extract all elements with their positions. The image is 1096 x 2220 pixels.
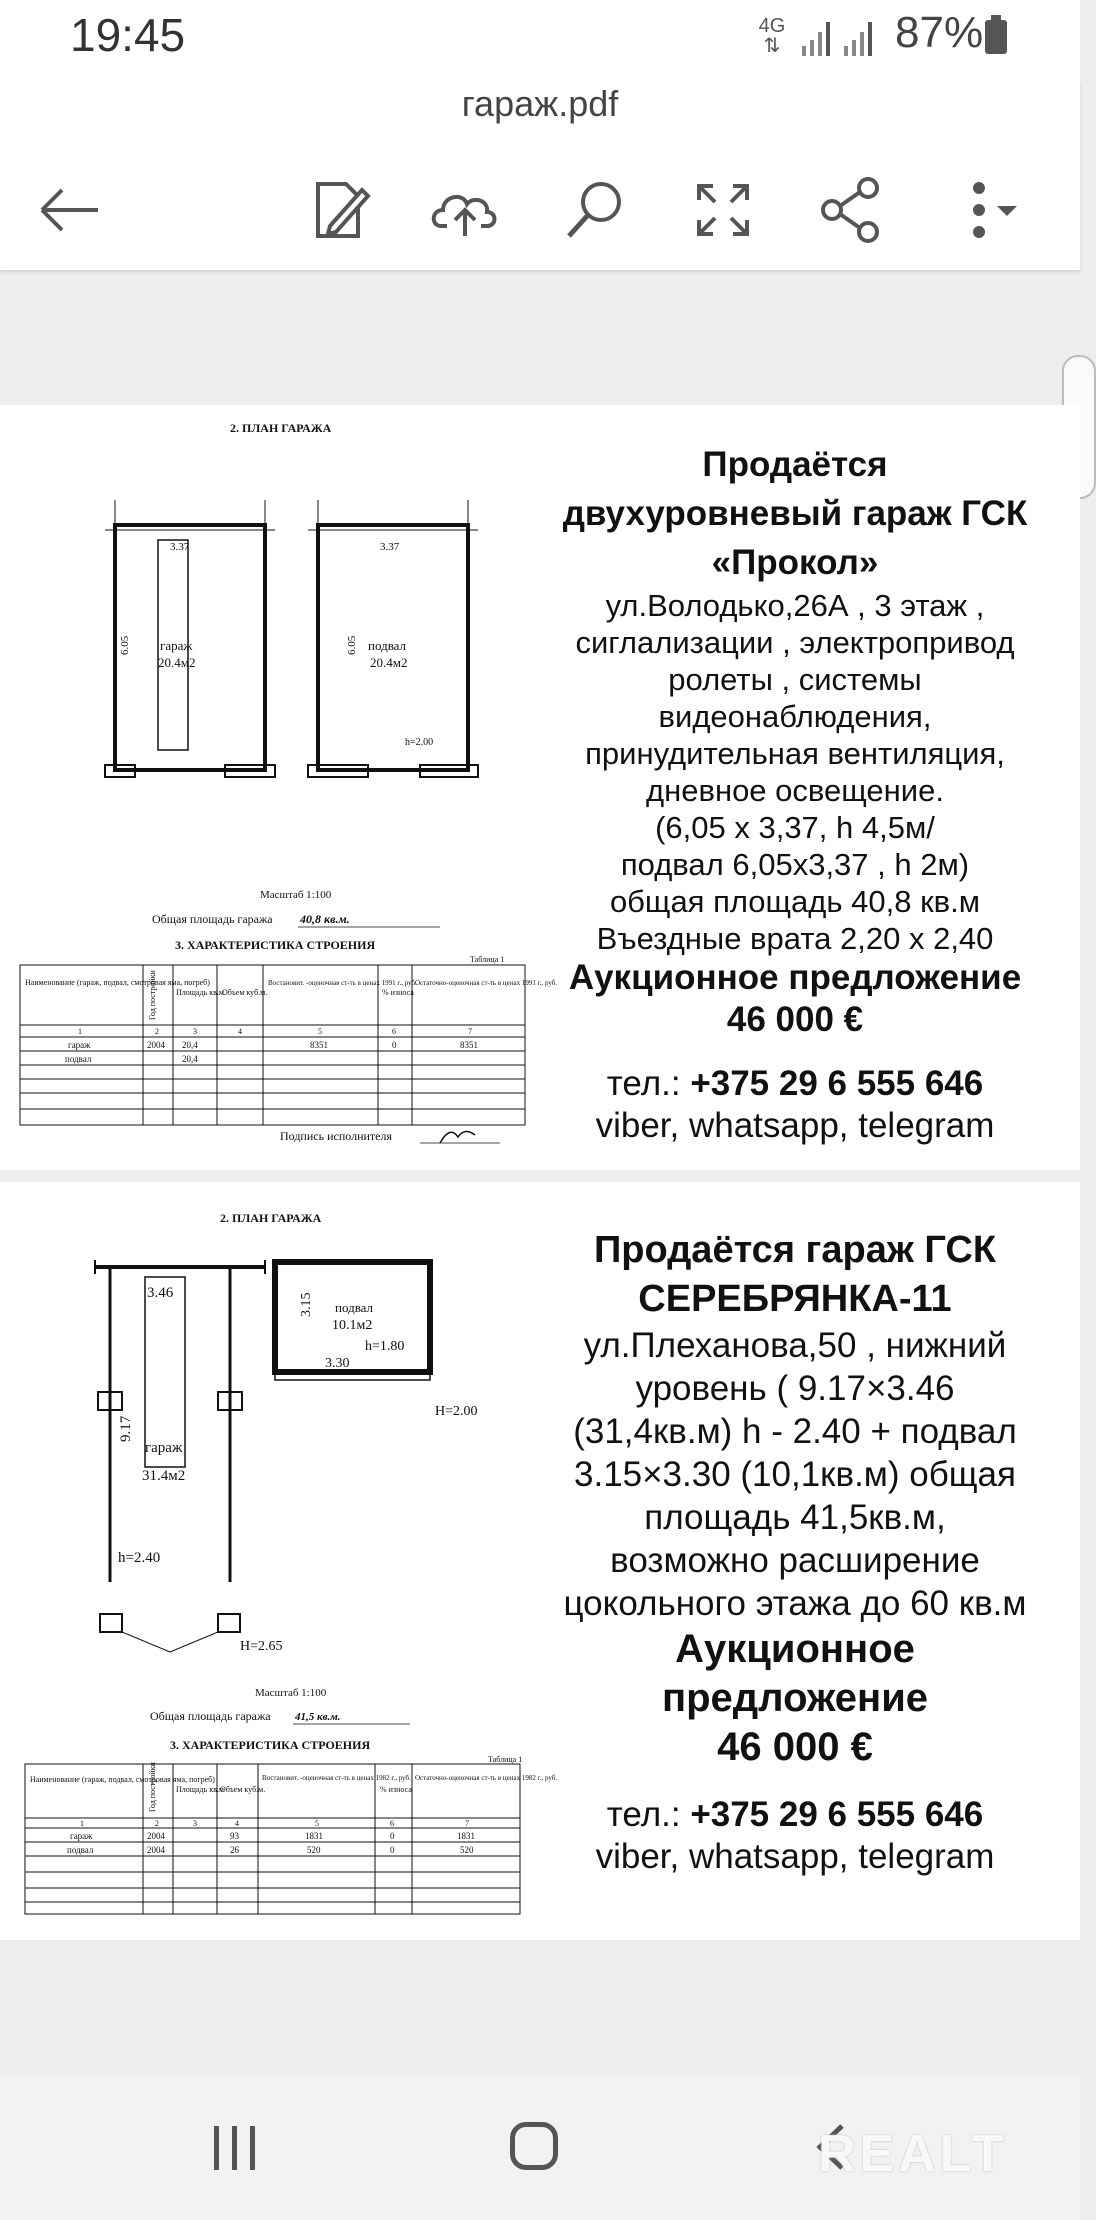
ad-detail: дневное освещение. (646, 773, 944, 808)
svg-text:Площадь кв.м: Площадь кв.м (176, 1785, 224, 1794)
svg-text:520: 520 (460, 1845, 474, 1855)
phone-number: +375 29 6 555 646 (690, 1064, 984, 1103)
svg-text:4: 4 (238, 1027, 242, 1036)
svg-text:41,5 кв.м.: 41,5 кв.м. (295, 1711, 341, 1723)
svg-text:3.15: 3.15 (299, 1292, 314, 1317)
svg-text:20.4м2: 20.4м2 (370, 655, 408, 670)
battery-percent: 87% (895, 8, 984, 57)
network-indicator: 4G ⇅ (758, 15, 786, 57)
svg-text:5: 5 (315, 1819, 319, 1828)
svg-text:Общая площадь гаража: Общая площадь гаража (152, 912, 273, 926)
svg-text:подвал: подвал (335, 1300, 374, 1315)
ad-detail: принудительная вентиляция, (585, 736, 1005, 771)
svg-text:Подпись исполнителя: Подпись исполнителя (280, 1129, 392, 1143)
svg-text:гараж: гараж (68, 1040, 91, 1050)
svg-text:3.37: 3.37 (380, 541, 400, 553)
svg-text:4: 4 (235, 1819, 239, 1828)
back-arrow-icon[interactable] (30, 170, 110, 250)
status-bar (0, 0, 1080, 80)
clock: 19:45 (70, 9, 186, 61)
cloud-upload-icon[interactable] (425, 170, 505, 250)
messengers: viber, whatsapp, telegram (595, 1106, 995, 1145)
system-nav-bar (0, 2074, 1080, 2220)
svg-text:1831: 1831 (457, 1831, 475, 1841)
svg-text:3.46: 3.46 (147, 1285, 174, 1301)
ad-detail: 3.15×3.30 (10,1кв.м) общая (574, 1455, 1016, 1494)
search-icon[interactable] (555, 170, 635, 250)
svg-text:Год постройки: Год постройки (148, 970, 157, 1020)
svg-text:520: 520 (307, 1845, 321, 1855)
svg-text:h=2.40: h=2.40 (118, 1550, 161, 1566)
ad-detail: подвал 6,05х3,37 , h 2м) (620, 847, 970, 882)
ad-detail: площадь 41,5кв.м, (644, 1498, 946, 1537)
svg-text:93: 93 (230, 1831, 239, 1841)
svg-text:гараж: гараж (160, 638, 193, 653)
svg-text:Наименование (гараж, подвал, с: Наименование (гараж, подвал, смотровая яма, погреб) (25, 978, 210, 987)
ad-text-1 (530, 440, 1060, 1147)
svg-text:Объем куб.м.: Объем куб.м. (222, 988, 268, 997)
svg-text:20,4: 20,4 (182, 1054, 198, 1064)
svg-text:гараж: гараж (145, 1440, 183, 1456)
svg-text:Остаточно-оценочная ст-ть в це: Остаточно-оценочная ст-ть в ценах 1982 г., руб. (415, 1774, 558, 1782)
price: 46 000 € (717, 1725, 873, 1769)
phone-line: тел.: +375 29 6 555 646 (606, 1795, 984, 1834)
ad-detail: сиглализации , электропривод (575, 625, 1015, 660)
messengers: viber, whatsapp, telegram (595, 1837, 995, 1876)
ad-heading: Продаётся гараж ГСК (593, 1229, 997, 1271)
ad-text-2 (535, 1226, 1055, 1878)
svg-text:6.05: 6.05 (119, 635, 131, 655)
svg-text:7: 7 (468, 1027, 472, 1036)
svg-text:5: 5 (318, 1027, 322, 1036)
more-icon[interactable] (945, 170, 1025, 250)
svg-text:3.37: 3.37 (170, 541, 190, 553)
svg-text:2004: 2004 (147, 1831, 165, 1841)
svg-text:Востановит. -оценочная ст-ть в: Востановит. -оценочная ст-ть в ценах 1982 г., руб. (262, 1774, 411, 1782)
ad-heading: СЕРЕБРЯНКА-11 (638, 1278, 952, 1320)
svg-text:Таблица 1: Таблица 1 (488, 1755, 523, 1764)
edit-icon[interactable] (300, 170, 380, 250)
svg-text:3. ХАРАКТЕРИСТИКА СТРОЕНИЯ: 3. ХАРАКТЕРИСТИКА СТРОЕНИЯ (170, 1738, 371, 1752)
svg-text:% износа: % износа (380, 1785, 412, 1794)
svg-text:h=1.80: h=1.80 (365, 1339, 405, 1354)
svg-text:6.05: 6.05 (346, 635, 358, 655)
svg-text:Таблица 1: Таблица 1 (470, 955, 505, 964)
svg-text:6: 6 (392, 1027, 396, 1036)
auction-label: Аукционное предложение (568, 958, 1022, 997)
svg-text:10.1м2: 10.1м2 (332, 1318, 373, 1333)
svg-text:3: 3 (193, 1027, 197, 1036)
svg-text:2004: 2004 (147, 1845, 165, 1855)
pdf-toolbar (0, 80, 1080, 270)
auction-label: предложение (661, 1676, 929, 1720)
svg-text:Площадь кв.м.: Площадь кв.м. (176, 988, 226, 997)
ad-heading: Продаётся (702, 445, 888, 484)
svg-text:26: 26 (230, 1845, 239, 1855)
svg-text:Объем куб.м.: Объем куб.м. (220, 1785, 266, 1794)
svg-text:8351: 8351 (310, 1040, 328, 1050)
svg-text:8351: 8351 (460, 1040, 478, 1050)
svg-text:31.4м2: 31.4м2 (142, 1468, 186, 1484)
ad-detail: (6,05 х 3,37, h 4,5м/ (655, 810, 935, 845)
pdf-page-1 (0, 405, 1080, 1170)
svg-text:2. ПЛАН ГАРАЖА: 2. ПЛАН ГАРАЖА (220, 1211, 322, 1225)
svg-text:подвал: подвал (67, 1845, 94, 1855)
svg-text:6: 6 (390, 1819, 394, 1828)
ad-heading: двухуровневый гараж ГСК (562, 494, 1028, 533)
ad-heading: «Прокол» (711, 543, 879, 582)
svg-text:Востановит. -оценочная ст-ть в: Востановит. -оценочная ст-ть в ценах 1991 г., руб. (268, 979, 417, 987)
svg-text:H=2.65: H=2.65 (240, 1639, 283, 1654)
phone-line: тел.: +375 29 6 555 646 (606, 1064, 984, 1103)
svg-text:3. ХАРАКТЕРИСТИКА СТРОЕНИЯ: 3. ХАРАКТЕРИСТИКА СТРОЕНИЯ (175, 938, 376, 952)
svg-text:0: 0 (392, 1040, 397, 1050)
svg-text:7: 7 (465, 1819, 469, 1828)
pdf-page-2 (0, 1182, 1080, 1940)
ad-detail: (31,4кв.м) h - 2.40 + подвал (573, 1412, 1017, 1451)
ad-detail: общая площадь 40,8 кв.м (609, 884, 981, 919)
signal-icon (800, 18, 890, 58)
home-button[interactable] (510, 2122, 558, 2170)
ad-detail: ул.Плеханова,50 , нижний (583, 1326, 1007, 1365)
ad-detail: Въездные врата 2,20 х 2,40 (596, 921, 994, 956)
svg-text:гараж: гараж (70, 1831, 93, 1841)
ad-detail: возможно расширение (610, 1541, 980, 1580)
recent-apps-icon[interactable] (210, 2124, 260, 2174)
svg-text:20,4: 20,4 (182, 1040, 198, 1050)
svg-text:2: 2 (155, 1819, 159, 1828)
phone-number: +375 29 6 555 646 (690, 1795, 984, 1834)
svg-text:h=2.00: h=2.00 (405, 737, 434, 748)
svg-text:Год постройки: Год постройки (148, 1762, 157, 1812)
battery-icon (985, 20, 1007, 54)
ad-detail: ул.Володько,26А , 3 этаж , (605, 588, 985, 623)
price: 46 000 € (726, 1000, 864, 1039)
svg-text:H=2.00: H=2.00 (435, 1404, 478, 1419)
svg-text:2: 2 (155, 1027, 159, 1036)
auction-label: Аукционное (675, 1627, 915, 1671)
svg-text:Общая площадь гаража: Общая площадь гаража (150, 1709, 271, 1723)
garage-plan-scan-2 (10, 1182, 558, 1922)
svg-text:Наименование (гараж, подвал, с: Наименование (гараж, подвал, смотровая яма, погреб) (30, 1775, 215, 1784)
svg-text:1: 1 (80, 1819, 84, 1828)
svg-text:0: 0 (390, 1845, 395, 1855)
svg-text:20.4м2: 20.4м2 (158, 655, 196, 670)
svg-text:Остаточно-оценочная ст-ть в це: Остаточно-оценочная ст-ть в ценах 1991 г., руб. (415, 979, 558, 987)
svg-text:1: 1 (78, 1027, 82, 1036)
svg-text:подвал: подвал (368, 638, 407, 653)
share-icon[interactable] (810, 170, 890, 250)
svg-text:9.17: 9.17 (118, 1415, 134, 1442)
svg-text:40,8 кв.м.: 40,8 кв.м. (300, 912, 350, 926)
ad-detail: видеонаблюдения, (658, 699, 932, 734)
svg-text:1831: 1831 (305, 1831, 323, 1841)
fullscreen-icon[interactable] (683, 170, 763, 250)
watermark: REALT (818, 2125, 1008, 2183)
document-title: гараж.pdf (461, 83, 619, 124)
svg-text:3.30: 3.30 (325, 1356, 350, 1371)
svg-text:подвал: подвал (65, 1054, 92, 1064)
svg-text:3: 3 (193, 1819, 197, 1828)
svg-text:% износа: % износа (382, 988, 414, 997)
svg-text:0: 0 (390, 1831, 395, 1841)
plan-title: 2. ПЛАН ГАРАЖА (230, 421, 332, 435)
ad-detail: ролеты , системы (668, 662, 922, 697)
svg-text:Масштаб 1:100: Масштаб 1:100 (260, 889, 332, 901)
svg-text:Масштаб 1:100: Масштаб 1:100 (255, 1687, 327, 1699)
ad-detail: цокольного этажа до 60 кв.м (563, 1584, 1027, 1623)
garage-plan-scan-1 (10, 405, 558, 1165)
ad-detail: уровень ( 9.17×3.46 (635, 1369, 955, 1408)
svg-text:2004: 2004 (147, 1040, 165, 1050)
